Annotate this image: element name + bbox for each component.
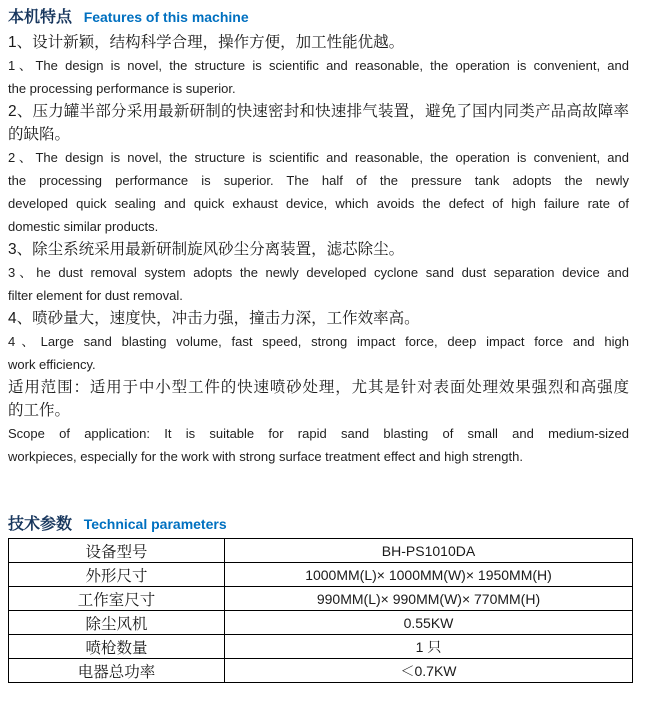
param-name-cell: 设备型号 (9, 539, 225, 563)
feature-1-en-line: 1、The design is novel, the structure is scientific and reasonable, the operation is convenient, and (8, 58, 629, 73)
param-value-cell: ＜0.7KW (225, 659, 633, 683)
table-row (9, 563, 633, 587)
table-row (9, 539, 633, 563)
feature-1-en-line: the processing performance is superior. (8, 81, 236, 96)
table-row (9, 635, 633, 659)
param-name-cell: 外形尺寸 (9, 563, 225, 587)
scope-en-line: workpieces, especially for the work with strong surface treatment effect and high strength. (8, 449, 523, 464)
features-section (8, 5, 670, 468)
param-name-cell: 电器总功率 (9, 659, 225, 683)
param-value-cell: 0.55KW (225, 611, 633, 635)
param-value-cell: 990MM(L)× 990MM(W)× 770MM(H) (225, 587, 633, 611)
feature-3-en-line: filter element for dust removal. (8, 288, 183, 303)
param-value-cell: 1 只 (225, 635, 633, 659)
param-name-cell: 喷枪数量 (9, 635, 225, 659)
feature-2-en-line: the processing performance is superior. The half of the pressure tank adopts the newly (8, 173, 629, 188)
tech-heading-en: Technical parameters (83, 516, 227, 532)
feature-2-cn-line: 的缺陷。 (8, 126, 71, 143)
param-name-cell: 工作室尺寸 (9, 587, 225, 611)
technical-parameters-table (8, 538, 633, 683)
tech-heading (8, 512, 670, 535)
features-heading (8, 5, 670, 28)
features-heading-zh: 本机特点 (8, 9, 73, 26)
features-body (8, 31, 629, 468)
feature-2-cn-line: 2、压力罐半部分采用最新研制的快速密封和快速排气装置，避免了国内同类产品高故障率 (8, 103, 629, 120)
param-name-cell: 除尘风机 (9, 611, 225, 635)
table-row (9, 659, 633, 683)
feature-2-en-line: developed quick sealing and quick exhaust device, which avoids the defect of high failure rate of (8, 196, 629, 211)
feature-1-cn-line: 1、设计新颖，结构科学合理，操作方便，加工性能优越。 (8, 34, 405, 51)
feature-3-en-line: 3、he dust removal system adopts the newly developed cyclone sand dust separation device and (8, 265, 629, 280)
param-value-cell: BH-PS1010DA (225, 539, 633, 563)
scope-cn-line: 适用范围：适用于中小型工件的快速喷砂处理，尤其是针对表面处理效果强烈和高强度 (8, 379, 629, 396)
feature-3-cn-line: 3、除尘系统采用最新研制旋风砂尘分离装置，滤芯除尘。 (8, 241, 405, 258)
feature-2-en-line: 2、The design is novel, the structure is scientific and reasonable, the operation is convenient, and (8, 150, 629, 165)
table-row (9, 611, 633, 635)
tech-heading-zh: 技术参数 (8, 516, 73, 533)
feature-4-en-line: work efficiency. (8, 357, 96, 372)
feature-4-cn-line: 4、喷砂量大，速度快，冲击力强，撞击力深，工作效率高。 (8, 310, 420, 327)
table-row (9, 587, 633, 611)
scope-en-line: Scope of application: It is suitable for rapid sand blasting of small and medium-sized (8, 426, 629, 441)
tech-section (8, 512, 670, 683)
param-value-cell: 1000MM(L)× 1000MM(W)× 1950MM(H) (225, 563, 633, 587)
feature-2-en-line: domestic similar products. (8, 219, 159, 234)
feature-4-en-line: 4、Large sand blasting volume, fast speed, strong impact force, deep impact force and high (8, 334, 629, 349)
scope-cn-line: 的工作。 (8, 402, 71, 419)
features-heading-en: Features of this machine (83, 9, 249, 25)
